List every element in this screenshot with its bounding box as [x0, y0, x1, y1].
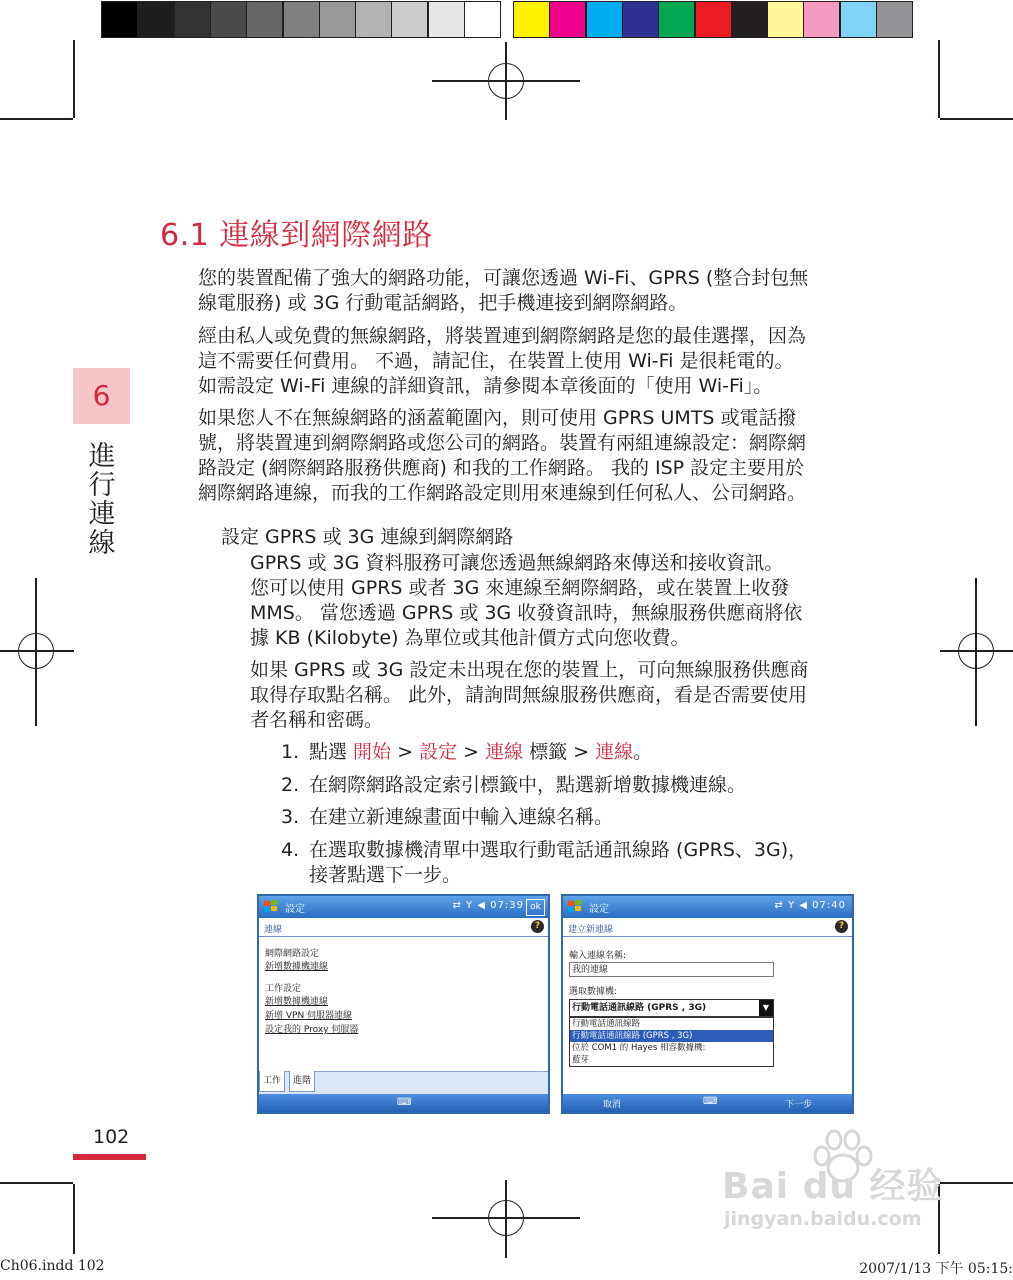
modem-select-label: 選取數據機:	[569, 987, 618, 997]
color-swatch	[804, 2, 839, 37]
ok-button[interactable]: ok	[526, 899, 545, 916]
windows-start-icon[interactable]	[263, 899, 279, 915]
windows-start-icon[interactable]	[567, 899, 583, 915]
color-swatch	[514, 2, 549, 37]
connection-name-input[interactable]: 我的連線	[569, 962, 774, 977]
paragraph-gprs: 如果您人不在無線網路的涵蓋範圍內，則可使用 GPRS UMTS 或電話撥 號，將裝置連到網際網路或您公司的網路。裝置有兩組連線設定：網際網 路設定 (網際網路服務供應商) 和我的工作網路。 我的 ISP 設定主要用於 網際網路連線，而我的工作網路設定則用來連線到任何私人、公司網路。	[198, 407, 807, 504]
gray-swatch	[284, 2, 319, 37]
screenshot-connections	[257, 894, 550, 1114]
crop-mark	[0, 1182, 73, 1184]
connection-name-label: 輸入連線名稱:	[569, 951, 627, 961]
help-icon[interactable]: ?	[531, 920, 544, 933]
gray-swatch	[429, 2, 464, 37]
color-swatch	[659, 2, 694, 37]
page-subtitle-bar	[563, 918, 852, 937]
gray-swatch	[102, 2, 137, 37]
gray-swatch	[392, 2, 427, 37]
modem-dropdown[interactable]: 行動電話通訊線路 (GPRS , 3G) ▼	[569, 999, 774, 1017]
subtitle-label: 建立新連線	[568, 925, 614, 935]
title-bar	[259, 896, 548, 918]
crop-mark	[0, 118, 73, 120]
crop-mark	[73, 40, 75, 118]
dropdown-arrow-icon[interactable]: ▼	[759, 1000, 773, 1016]
subtitle-label: 連線	[264, 925, 283, 935]
crop-mark	[940, 118, 1013, 120]
modem-option[interactable]: 藍芽	[572, 1055, 590, 1065]
gray-swatch	[247, 2, 282, 37]
color-swatch	[841, 2, 876, 37]
baidu-watermark: Bai du 经验 jingyan.baidu.com	[716, 1150, 956, 1240]
modem-options-list	[569, 1017, 774, 1067]
gray-swatch	[465, 2, 500, 37]
crop-mark	[73, 1184, 75, 1254]
tab-bar	[259, 1071, 548, 1094]
page-number: 102	[93, 1126, 130, 1148]
step-3: 3. 在建立新連線畫面中輸入連線名稱。	[281, 806, 614, 828]
next-softkey[interactable]: 下一步	[784, 1100, 812, 1110]
chapter-number-tab: 6	[73, 368, 130, 424]
crop-mark	[938, 40, 940, 118]
add-modem-link-work[interactable]: 新增數據機連線	[265, 997, 329, 1007]
color-swatch	[732, 2, 767, 37]
title-bar	[563, 896, 852, 918]
color-swatch	[587, 2, 622, 37]
work-settings-label: 工作設定	[265, 984, 302, 994]
paragraph-apn: 如果 GPRS 或 3G 設定未出現在您的裝置上，可向無線服務供應商 取得存取點名稱。 此外，請詢問無線服務供應商，看是否需要使用 者名稱和密碼。	[250, 659, 809, 731]
step-1: 1. 點選 開始 > 設定 > 連線 標籤 > 連線。	[281, 741, 653, 763]
slug-file-info: Ch06.indd 102	[0, 1258, 105, 1274]
chapter-title-vertical: 進 行 連 線	[88, 441, 116, 559]
cancel-softkey[interactable]: 取消	[603, 1100, 622, 1110]
paragraph-gprs-service: GPRS 或 3G 資料服務可讓您透過無線網路來傳送和接收資訊。 您可以使用 GPRS 或者 3G 來連線至網際網路，或在裝置上收發 MMS。 當您透過 GPRS 或 3G 收發資訊時，無線服務供應商將依 據 KB (Kilobyte) 為單位或其他計價方式向您收費。	[250, 552, 803, 649]
gray-swatch	[175, 2, 210, 37]
page-number-bar	[73, 1154, 146, 1160]
gray-swatch	[138, 2, 173, 37]
menu-bar	[563, 1094, 852, 1112]
page-subtitle-bar	[259, 918, 548, 937]
step-4: 4. 在選取數據機清單中選取行動電話通訊線路 (GPRS、3G)， 接著點選下一步。	[281, 839, 808, 886]
add-modem-link-internet[interactable]: 新增數據機連線	[265, 962, 329, 972]
proxy-settings-link[interactable]: 設定我的 Proxy 伺服器	[265, 1025, 359, 1035]
gray-swatch	[356, 2, 391, 37]
gray-swatch	[211, 2, 246, 37]
paragraph-wifi: 經由私人或免費的無線網路，將裝置連到網際網路是您的最佳選擇，因為 這不需要任何費用。 不過，請記住，在裝置上使用 Wi-Fi 是很耗電的。 如需設定 Wi-Fi 連線的詳細資訊，請參閱本章後面的「使用 Wi-Fi」。	[198, 325, 807, 397]
color-swatch	[877, 2, 912, 37]
add-vpn-link[interactable]: 新增 VPN 伺服器連線	[265, 1011, 353, 1021]
modem-option[interactable]: 行動電話通訊線路	[572, 1019, 641, 1029]
keyboard-icon[interactable]: ⌨	[397, 1097, 412, 1108]
subheading: 設定 GPRS 或 3G 連線到網際網路	[221, 526, 514, 548]
status-icons: ⇄ Y ◀ 07:39	[452, 900, 524, 911]
color-swatch	[550, 2, 585, 37]
paragraph-intro: 您的裝置配備了強大的網路功能，可讓您透過 Wi-Fi、GPRS (整合封包無 線電服務) 或 3G 行動電話網路，把手機連接到網際網路。	[198, 267, 809, 314]
tab-advanced[interactable]: 進階	[289, 1071, 315, 1092]
internet-settings-label: 網際網路設定	[265, 949, 320, 959]
window-title: 設定	[285, 904, 305, 915]
color-swatch	[623, 2, 658, 37]
gray-swatch	[320, 2, 355, 37]
section-title: 6.1 連線到網際網路	[160, 218, 433, 253]
tab-tasks[interactable]: 工作	[259, 1071, 285, 1092]
help-icon[interactable]: ?	[835, 920, 848, 933]
modem-option-selected[interactable]: 行動電話通訊線路 (GPRS , 3G)	[570, 1030, 773, 1042]
menu-bar	[259, 1094, 548, 1112]
step-2: 2. 在網際網路設定索引標籤中，點選新增數據機連線。	[281, 774, 747, 796]
color-swatch	[768, 2, 803, 37]
screenshot-new-connection	[561, 894, 854, 1114]
keyboard-icon[interactable]: ⌨	[703, 1096, 718, 1107]
color-swatch	[696, 2, 731, 37]
window-title: 設定	[589, 904, 609, 915]
modem-option[interactable]: 位於 COM1 的 Hayes 相容數據機:	[572, 1043, 706, 1053]
status-icons: ⇄ Y ◀ 07:40	[774, 900, 846, 911]
slug-date-info: 2007/1/13 下午 05:15:	[859, 1261, 1013, 1277]
